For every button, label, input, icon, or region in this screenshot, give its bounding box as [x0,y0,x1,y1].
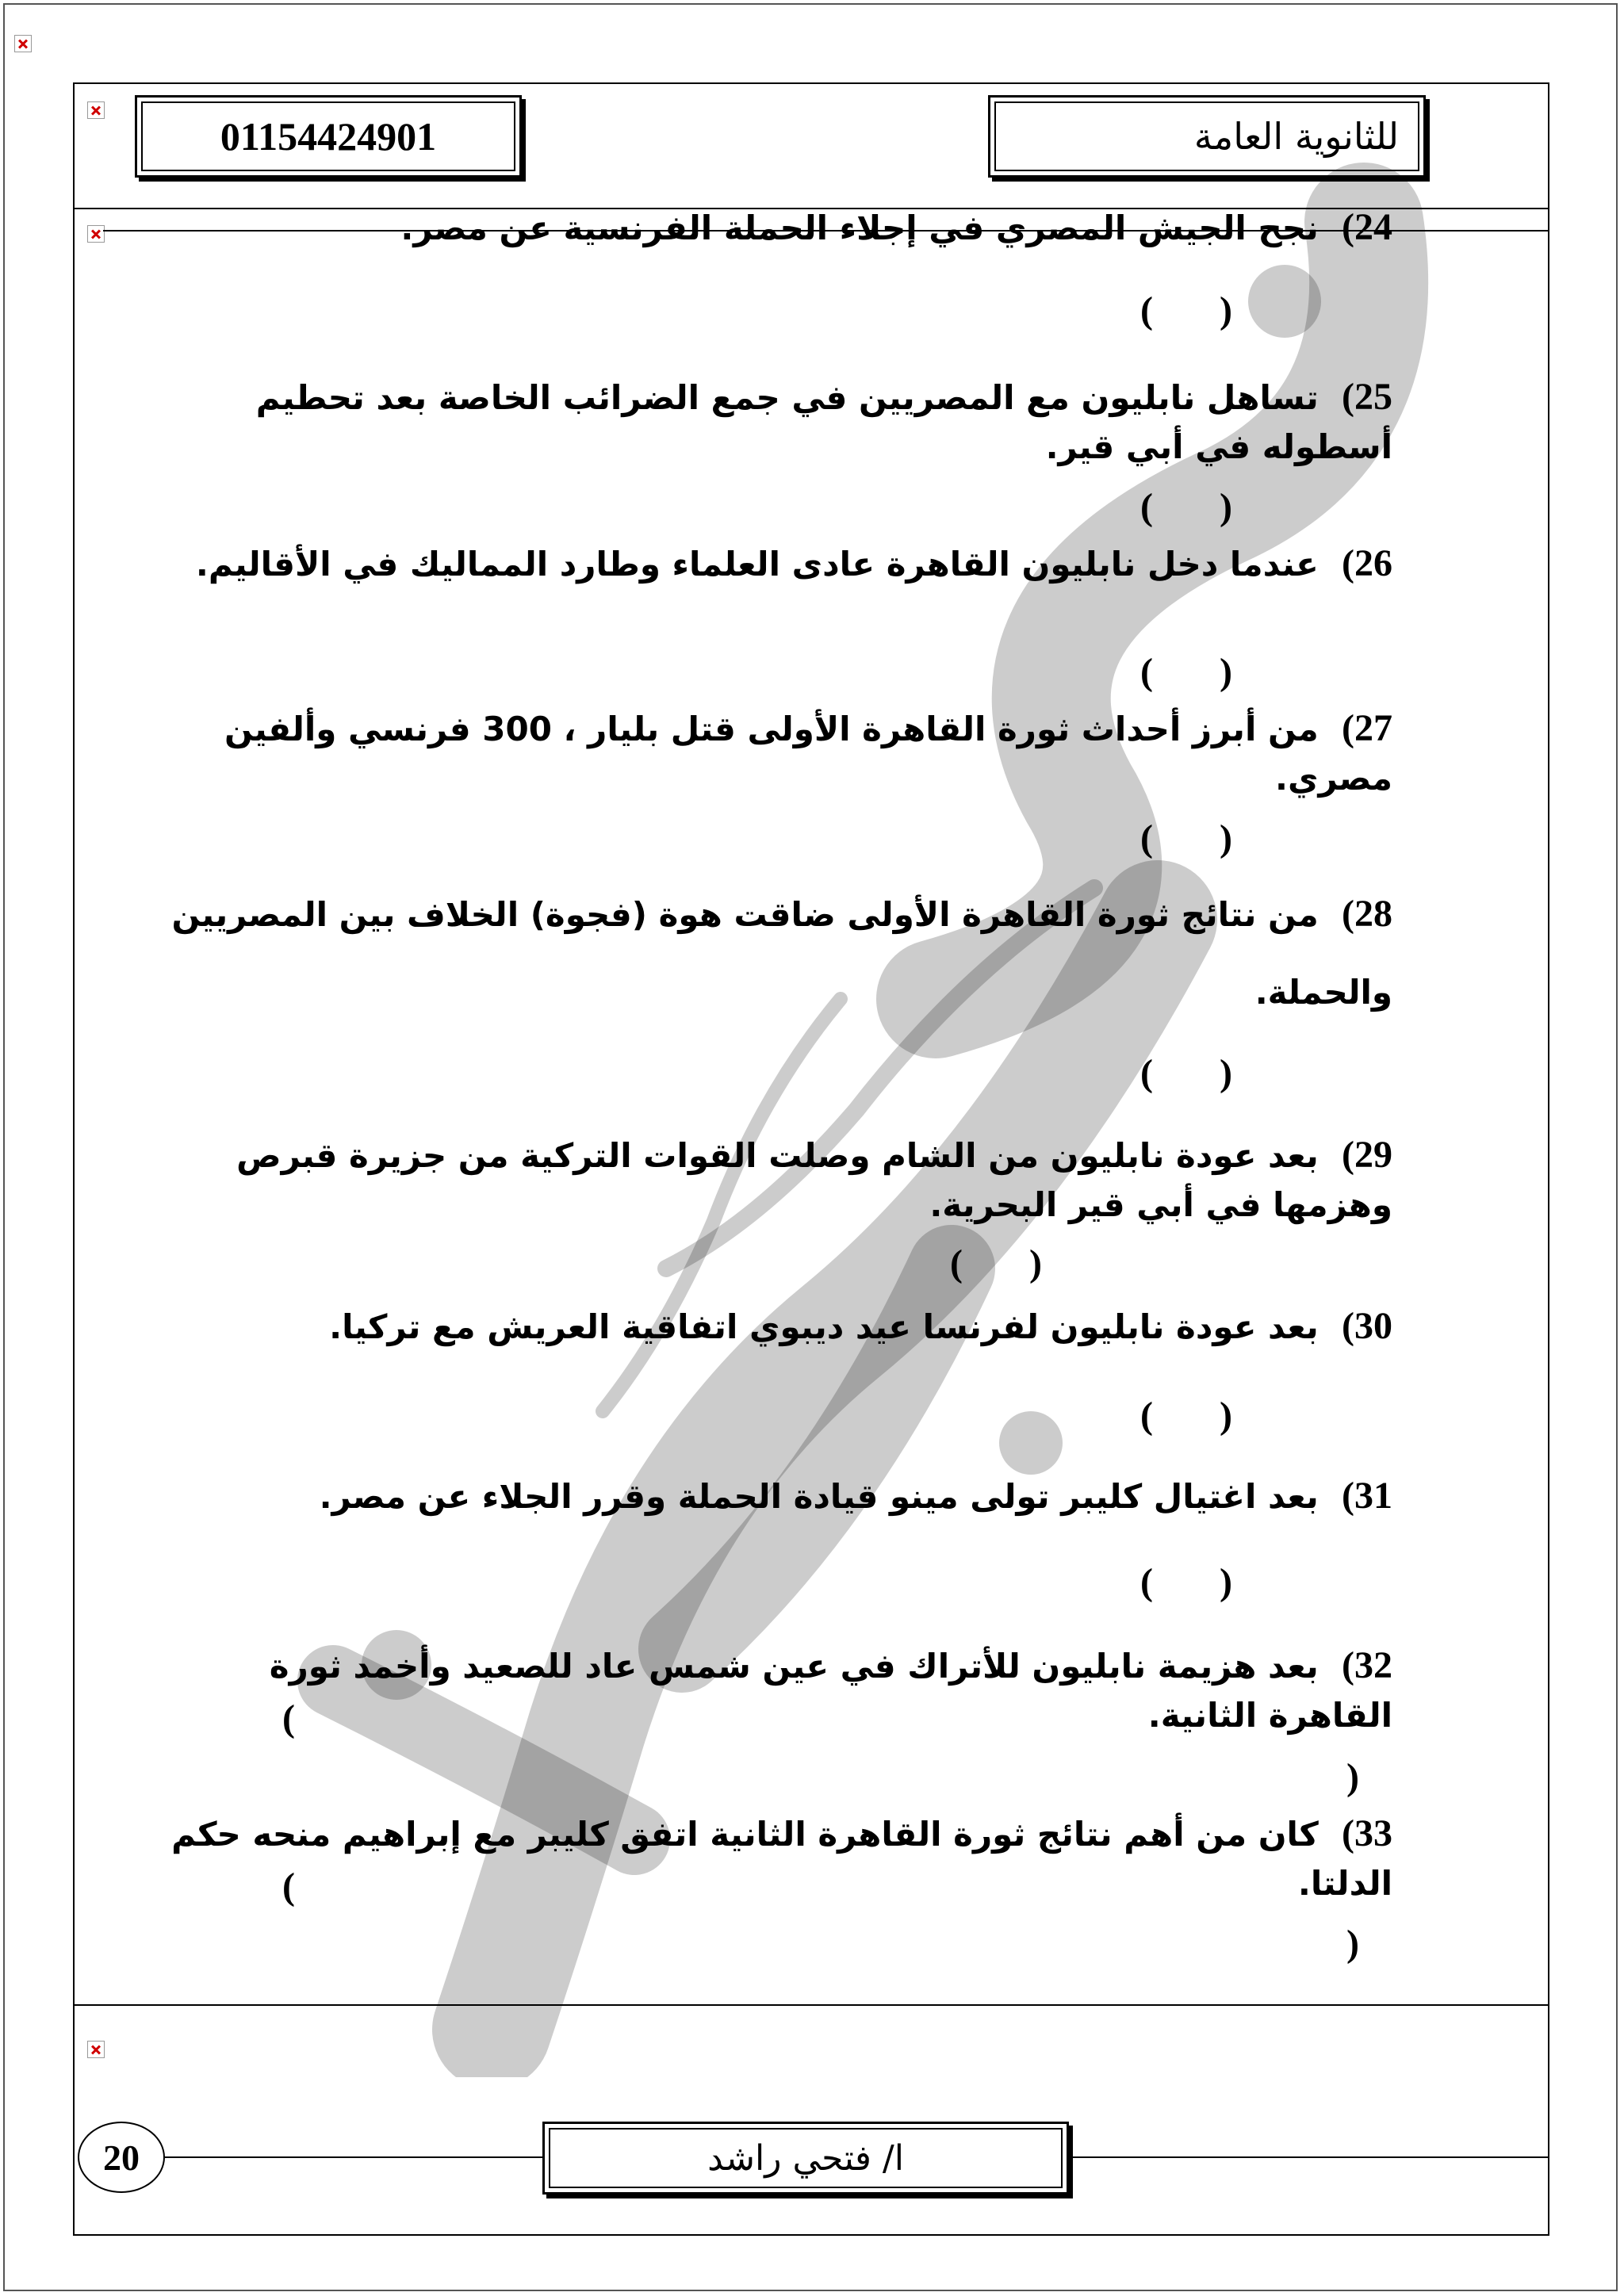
question-24: 24) نجح الجيش المصري في إجلاء الحملة الفرنسية عن مصر. [400,206,1392,248]
question-30: 30) بعد عودة نابليون لفرنسا عيد ديبوي اتفاقية العريش مع تركيا. [329,1305,1392,1347]
teacher-name: ا/ فتحي راشد [707,2137,904,2179]
phone-number: 01154424901 [220,114,437,159]
question-29: 29) بعد عودة نابليون من الشام وصلت القوات التركية من جزيرة قبرص وهزمها في أبي قير البحرية. [236,1134,1392,1224]
broken-image-icon [87,225,105,243]
question-28: 28) من نتائج ثورة القاهرة الأولى ضاقت هوة (فجوة) الخلاف بين المصريين والحملة. [171,893,1392,1012]
teacher-signature-box [542,2122,1069,2195]
question-31: 31) بعد اغتيال كليبر تولى مينو قيادة الحملة وقرر الجلاء عن مصر. [319,1475,1392,1517]
question-25: 25) تساهل نابليون مع المصريين في جمع الضرائب الخاصة بعد تحطيم أسطوله في أبي قير. [255,376,1392,466]
answer-paren-open-33[interactable]: ( [282,1866,295,1908]
footer-divider [73,2004,1549,2006]
answer-blank-27[interactable]: ( ) [1140,817,1232,859]
answer-blank-29[interactable]: ( ) [950,1242,1042,1284]
question-33: 33) كان من أهم نتائج ثورة القاهرة الثانية اتفق كليبر مع إبراهيم منحه حكم الدلتا. [171,1812,1392,1903]
school-box [988,95,1426,178]
question-26: 26) عندما دخل نابليون القاهرة عادى العلماء وطارد المماليك في الأقاليم. [195,542,1392,584]
answer-blank-30[interactable]: ( ) [1140,1395,1232,1437]
answer-blank-31[interactable]: ( ) [1140,1561,1232,1603]
answer-blank-25[interactable]: ( ) [1140,486,1232,528]
broken-image-icon [87,2041,105,2058]
phone-box [135,95,522,178]
school-title: للثانوية العامة [1193,115,1399,158]
answer-paren-close-33[interactable]: ) [1346,1923,1359,1965]
question-32: 32) بعد هزيمة نابليون للأتراك في عين شمس عاد للصعيد وأخمد ثورة القاهرة الثانية. [269,1644,1392,1735]
answer-blank-28[interactable]: ( ) [1140,1052,1232,1094]
answer-blank-24[interactable]: ( ) [1140,289,1232,331]
broken-image-icon [87,101,105,119]
answer-blank-26[interactable]: ( ) [1140,651,1232,693]
question-27: 27) من أبرز أحداث ثورة القاهرة الأولى قتل بليار ، 300 فرنسي وألفين مصري. [224,707,1392,798]
page-number: 20 [78,2122,165,2193]
answer-paren-close-32[interactable]: ) [1346,1756,1359,1798]
broken-image-icon [14,35,32,52]
answer-paren-open-32[interactable]: ( [282,1697,295,1739]
